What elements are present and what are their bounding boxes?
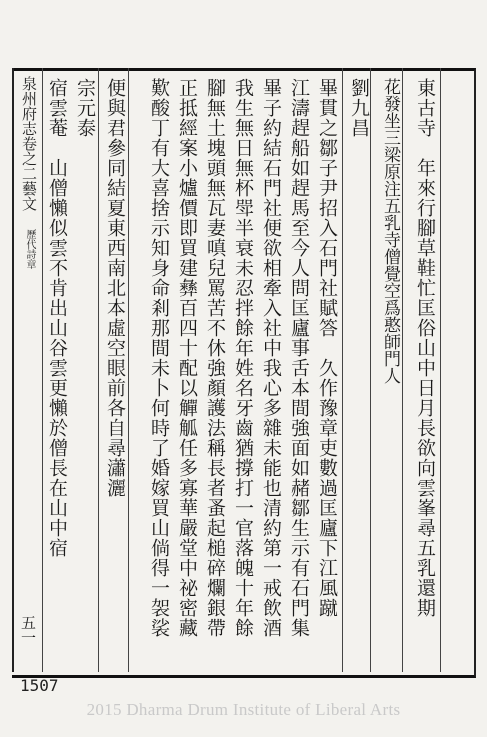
author-name: 宗元泰 [74,78,96,138]
text-column-4: 畢貫之鄒子尹招入石門社賦答 久作豫章吏數過匡廬下江風蹴 [316,78,338,618]
text-column-9: 正抵經案小爐價即買建彝百四十配以觶觚任多寡華嚴堂中祕密藏 [176,78,198,638]
text-column-5: 江濤趕船如趕馬至今人問匡廬事舌本間強面如赭鄒生示有石門集 [288,78,310,638]
watermark-text: 2015 Dharma Drum Institute of Liberal Arts [86,700,401,719]
column-rule [98,68,99,672]
text-column-1: 東古寺 年來行腳草鞋忙匡俗山中日月長欲向雲峯尋五乳還期 [414,78,436,618]
section-title: 歷代詩章 [24,229,35,269]
column-rule [42,68,43,672]
text-column-13: 宿雲菴 山僧懶似雲不肯出山谷雲更懶於僧長在山中宿 [46,78,68,558]
text-column-2: 花發坐三梁原注五乳寺僧覺空爲憨師門人 [380,78,400,384]
author-name: 劉九昌 [348,78,370,138]
text-column-10: 歎酸丁有大喜捨示知身命剎那間未卜何時了婚嫁買山倘得一袈裟 [148,78,170,638]
book-title: 泉州府志卷之二藝文 [20,76,38,211]
column-rule [342,68,343,672]
text-column-8: 腳無土塊頭無瓦妻嗔兒罵苦不休強顏護法稱長者蚤起槌碎爛銀帶 [204,78,226,638]
text-column-6: 畢子約結石門社便欲相牽入社中我心多雜未能也清約第一戒飲酒 [260,78,282,638]
text-column-7: 我生無日無杯斝半衰未忍拌餘年姓名牙齒猶撐打一官落魄十年餘 [232,78,254,638]
margin-rule [12,68,14,672]
column-rule [440,68,441,672]
column-rule [128,68,129,672]
folio-number: 五一 [19,615,37,645]
page-number: 1507 [20,676,59,695]
text-column-11: 便與君參同結夏東西南北本虛空眼前各自尋瀟灑 [104,78,126,498]
running-header [18,76,40,666]
